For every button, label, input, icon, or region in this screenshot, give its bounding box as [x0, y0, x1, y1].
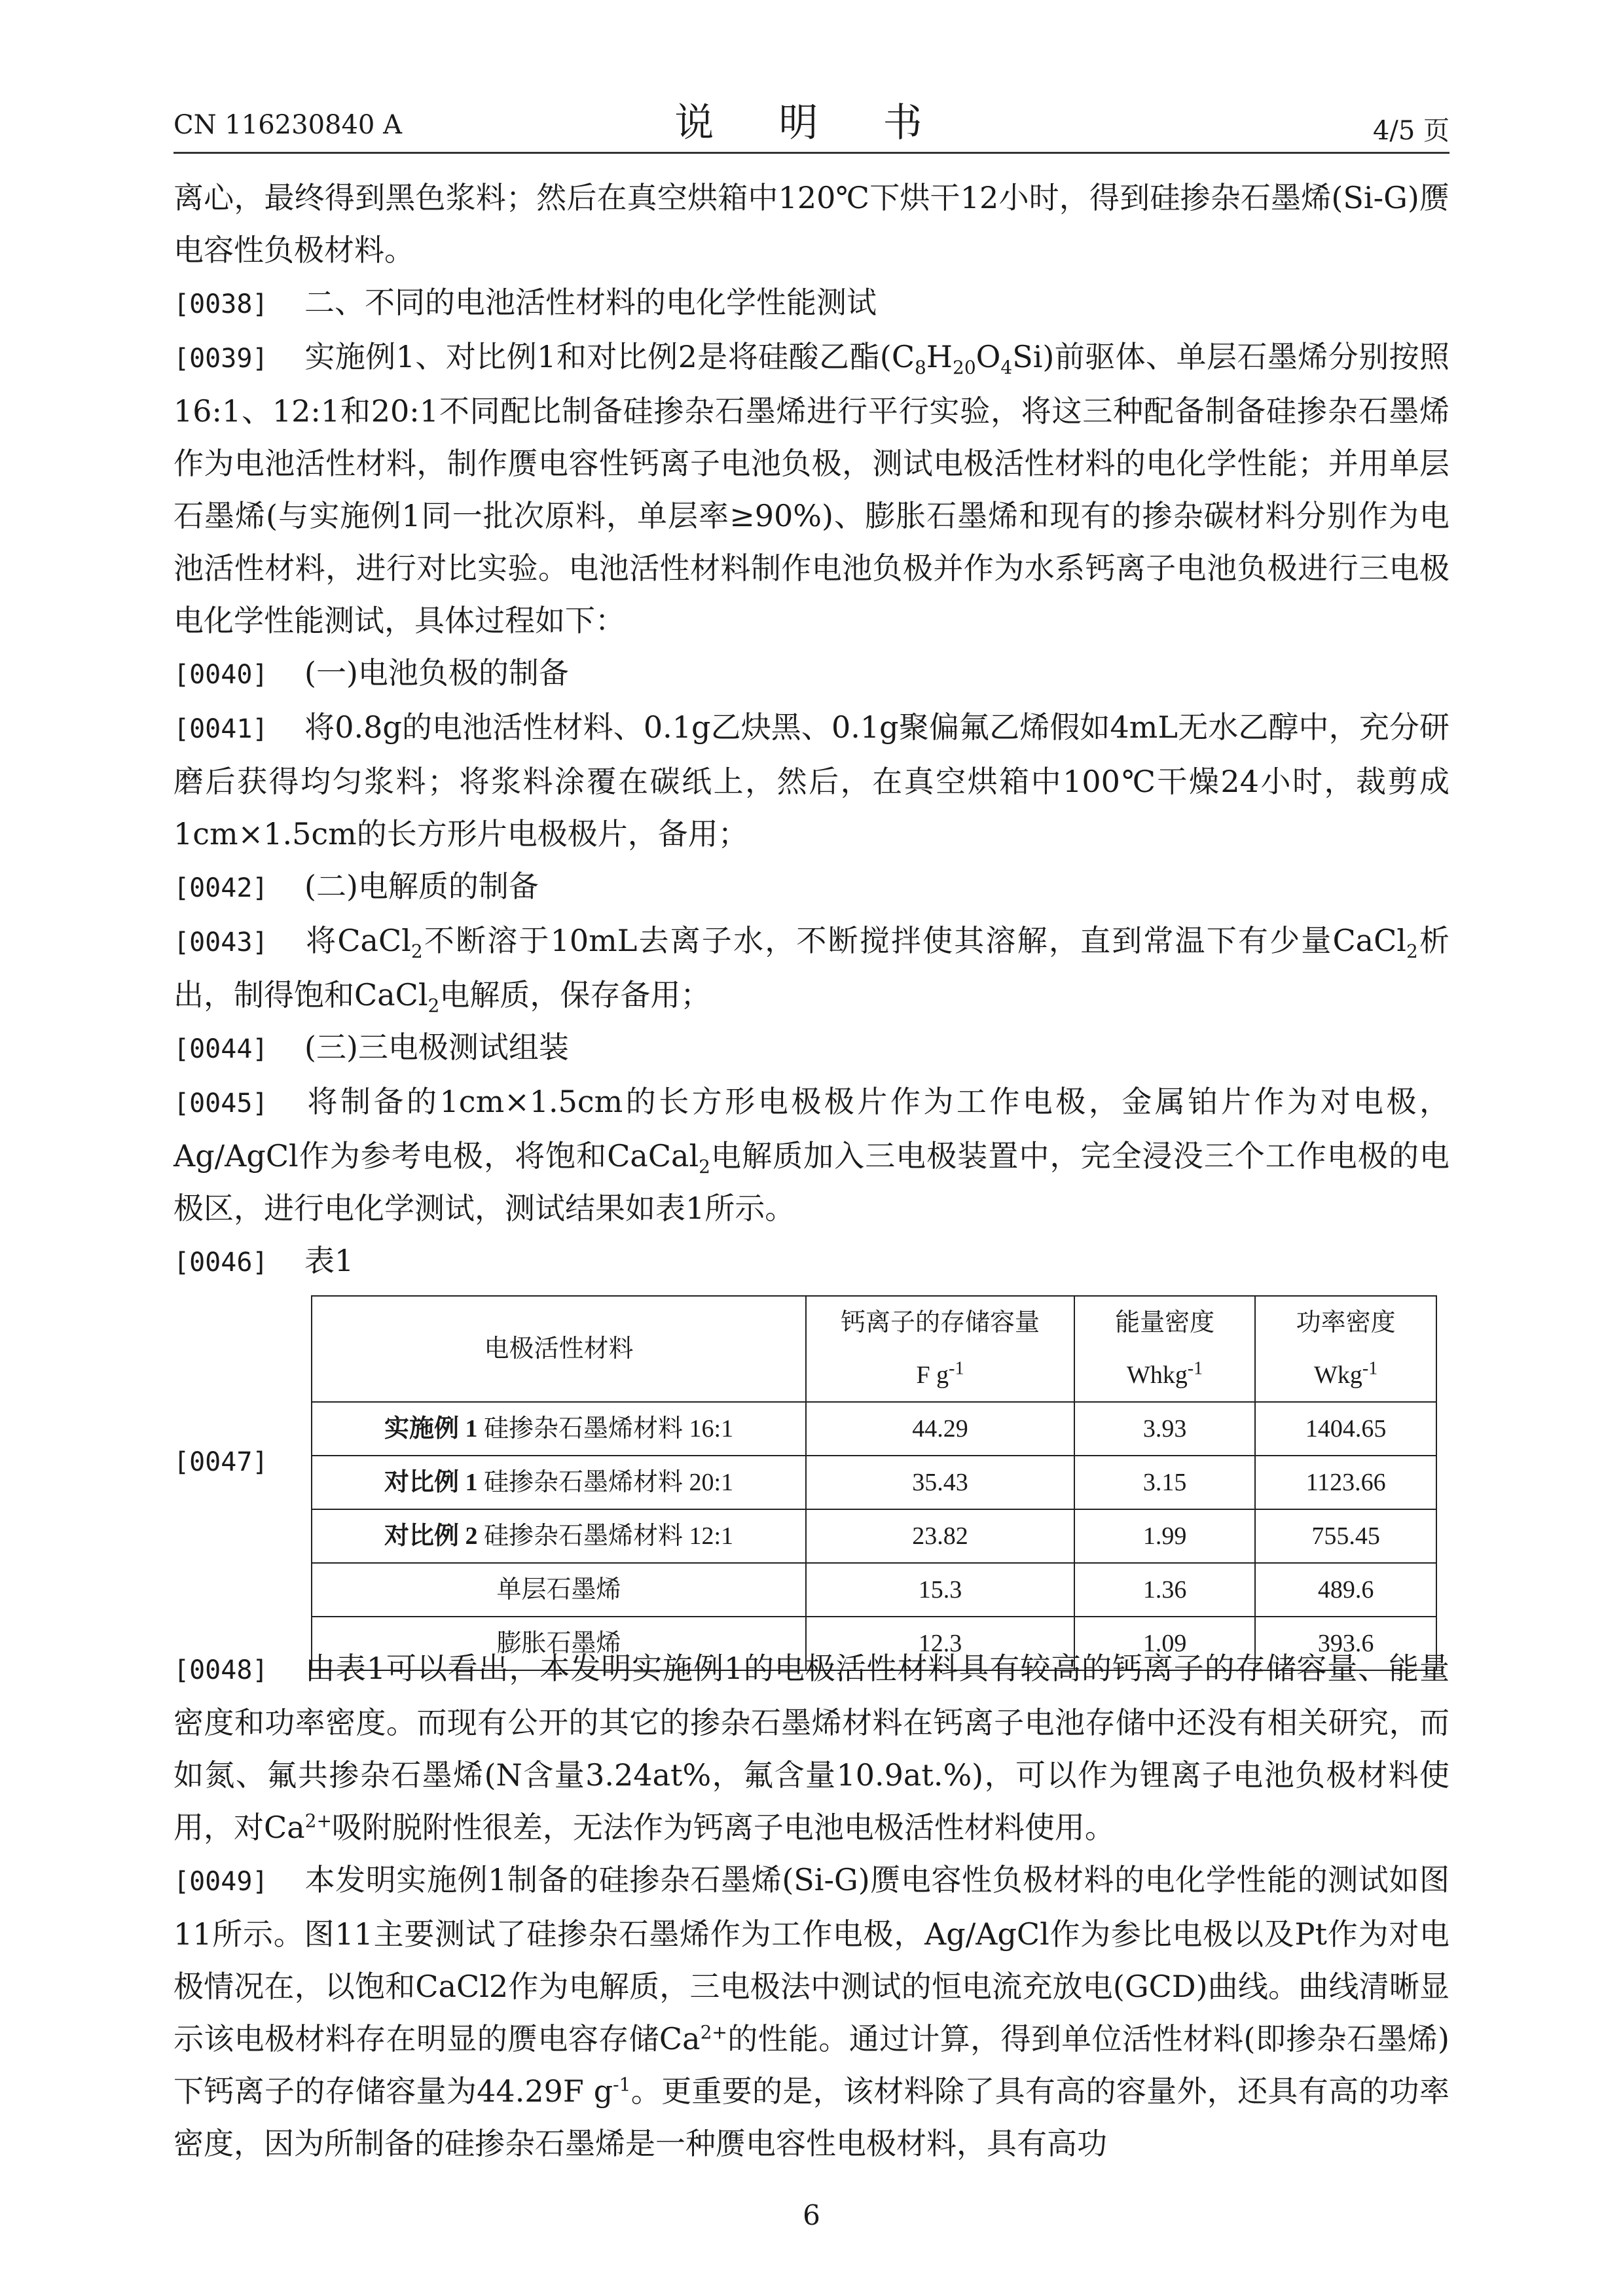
results-table	[311, 1295, 1437, 1671]
table-block	[173, 1295, 1450, 1657]
example-label: 对比例 1	[384, 1469, 478, 1496]
paragraph-text: 将0.8g的电池活性材料、0.1g乙炔黑、0.1g聚偏氟乙烯假如4mL无水乙醇中，充分研磨后获得均匀浆料；将浆料涂覆在碳纸上，然后，在真空烘箱中100℃干燥24小时，裁剪成1cm×1.5cm的长方形片电极极片，备用；	[173, 709, 1450, 852]
power-cell: 393.6	[1255, 1617, 1436, 1670]
header-label: 钙离子的存储容量	[840, 1309, 1040, 1336]
header-unit: F g	[916, 1361, 949, 1389]
paragraph-number: [0048]	[173, 1655, 268, 1685]
paragraph-text: 二、不同的电池活性材料的电化学性能测试	[304, 285, 877, 320]
paragraph-number: [0044]	[173, 1034, 268, 1064]
paragraph-0045	[173, 1075, 1450, 1234]
subscript: 2	[410, 941, 423, 963]
material-name: 硅掺杂石墨烯材料 12:1	[477, 1522, 734, 1550]
paragraph-0046	[173, 1234, 1450, 1289]
material-name: 单层石墨烯	[496, 1576, 621, 1604]
patent-number: CN 116230840 A	[173, 110, 402, 140]
material-cell	[312, 1456, 806, 1509]
paragraph-text: 的性能。通过计算，得到单位活性材料(即掺杂石墨烯)下钙离子的存储容量为44.29F g	[173, 2021, 1450, 2109]
table-row	[312, 1563, 1436, 1617]
paragraph-number: [0046]	[173, 1247, 268, 1278]
paragraph-text: 析出，制得饱和CaCl	[173, 923, 1450, 1013]
paragraph-number: [0038]	[173, 289, 268, 319]
paragraph-text: 由表1可以看出，本发明实施例1的电极活性材料具有较高的钙离子的存储容量、能量密度和功率密度。而现有公开的其它的掺杂石墨烯材料在钙离子电池存储中还没有相关研究，而如氮、氟共掺杂石墨烯(N含量3.24at%，氟含量10.9at.%)，可以作为锂离子电池负极材料使用，对Ca	[173, 1651, 1450, 1845]
power-cell: 489.6	[1255, 1563, 1436, 1617]
paragraph-0037-continuation	[173, 171, 1450, 276]
paragraph-text: 本发明实施例1制备的硅掺杂石墨烯(Si-G)赝电容性负极材料的电化学性能的测试如图11所示。图11主要测试了硅掺杂石墨烯作为工作电极，Ag/AgCl作为参比电极以及Pt作为对电极情况在，以饱和CaCl2作为电解质，三电极法中测试的恒电流充放电(GCD)曲线。曲线清晰显示该电极材料存在明显的赝电容存储Ca	[173, 1862, 1450, 2056]
subscript: 2	[699, 1156, 710, 1178]
header-label: 功率密度	[1296, 1309, 1396, 1336]
energy-cell: 3.15	[1074, 1456, 1255, 1509]
paragraph-text: H	[926, 339, 953, 374]
header-label: 能量密度	[1115, 1309, 1215, 1336]
superscript: -1	[1187, 1358, 1203, 1379]
header-energy	[1074, 1296, 1255, 1402]
header-divider	[173, 152, 1450, 154]
capacity-cell: 12.3	[806, 1617, 1074, 1670]
capacity-cell: 35.43	[806, 1456, 1074, 1509]
page-indicator: 4/5 页	[1372, 116, 1450, 146]
paragraph-0039	[173, 331, 1450, 647]
subscript: 8	[915, 357, 926, 379]
paragraph-0043	[173, 914, 1450, 1021]
paragraph-number: [0042]	[173, 873, 268, 903]
material-name: 膨胀石墨烯	[496, 1630, 621, 1657]
paragraph-0041	[173, 701, 1450, 860]
paragraph-0038	[173, 276, 1450, 331]
page-number: 6	[803, 2199, 820, 2231]
paragraph-text: 。更重要的是，该材料除了具有高的容量外，还具有高的功率密度，因为所制备的硅掺杂石墨烯是一种赝电容性电极材料，具有高功	[173, 2073, 1450, 2161]
table-row	[312, 1402, 1436, 1456]
paragraph-number: [0039]	[173, 344, 268, 374]
subscript: 4	[1000, 357, 1013, 379]
material-cell	[312, 1563, 806, 1617]
subscript: 20	[953, 357, 976, 379]
paragraph-text: 离心，最终得到黑色浆料；然后在真空烘箱中120℃下烘干12小时，得到硅掺杂石墨烯(Si-G)赝电容性负极材料。	[173, 180, 1450, 268]
header-unit: Whkg	[1126, 1361, 1188, 1389]
capacity-cell: 44.29	[806, 1402, 1074, 1456]
paragraph-0042	[173, 860, 1450, 914]
material-name: 硅掺杂石墨烯材料 20:1	[477, 1469, 734, 1496]
material-cell	[312, 1402, 806, 1456]
header-unit: Wkg	[1314, 1361, 1362, 1389]
energy-cell: 1.99	[1074, 1509, 1255, 1563]
header-material	[312, 1296, 806, 1402]
header-power	[1255, 1296, 1436, 1402]
paragraph-text: 电解质，保存备用；	[439, 977, 711, 1013]
table-caption: 表1	[304, 1243, 354, 1278]
capacity-cell: 15.3	[806, 1563, 1074, 1617]
material-name: 硅掺杂石墨烯材料 16:1	[477, 1415, 734, 1443]
paragraph-0040	[173, 647, 1450, 701]
subscript: 2	[428, 995, 440, 1017]
superscript: -1	[613, 2073, 631, 2096]
power-cell: 1404.65	[1255, 1402, 1436, 1456]
paragraph-number: [0040]	[173, 660, 268, 690]
paragraph-text: 吸附脱附性很差，无法作为钙离子电池电极活性材料使用。	[331, 1810, 1115, 1845]
capacity-cell: 23.82	[806, 1509, 1074, 1563]
paragraph-text: 将CaCl	[304, 923, 411, 958]
header-label: 电极活性材料	[484, 1335, 634, 1363]
paragraph-text: (三)三电极测试组装	[304, 1030, 569, 1065]
energy-cell: 3.93	[1074, 1402, 1255, 1456]
paragraph-0049	[173, 1854, 1450, 2170]
superscript: 2+	[304, 1810, 332, 1832]
energy-cell: 1.09	[1074, 1617, 1255, 1670]
energy-cell: 1.36	[1074, 1563, 1255, 1617]
paragraph-text: (一)电池负极的制备	[304, 655, 569, 691]
paragraph-text: (二)电解质的制备	[304, 869, 539, 904]
paragraph-text: O	[976, 339, 1001, 374]
example-label: 对比例 2	[384, 1522, 478, 1550]
table-row	[312, 1456, 1436, 1509]
paragraph-number: [0045]	[173, 1088, 268, 1119]
header-capacity	[806, 1296, 1074, 1402]
paragraph-text: Si)前驱体、单层石墨烯分别按照16:1、12:1和20:1不同配比制备硅掺杂石墨烯进行平行实验，将这三种配备制备硅掺杂石墨烯作为电池活性材料，制作赝电容性钙离子电池负极，测试电极活性材料的电化学性能；并用单层石墨烯(与实施例1同一批次原料，单层率≥90%)、膨胀石墨烯和现有的掺杂碳材料分别作为电池活性材料，进行对比实验。电池活性材料制作电池负极并作为水系钙离子电池负极进行三电极电化学性能测试，具体过程如下：	[173, 339, 1450, 638]
example-label: 实施例 1	[384, 1415, 478, 1443]
document-title: 说 明 书	[674, 100, 949, 146]
power-cell: 755.45	[1255, 1509, 1436, 1563]
paragraph-number: [0043]	[173, 927, 268, 958]
table-row	[312, 1509, 1436, 1563]
material-cell	[312, 1509, 806, 1563]
paragraph-text: 将制备的1cm×1.5cm的长方形电极极片作为工作电极，金属铂片作为对电极，Ag/AgCl作为参考电极，将饱和CaCal	[173, 1084, 1450, 1174]
paragraph-number: [0047]	[173, 1447, 268, 1477]
paragraph-0044	[173, 1021, 1450, 1075]
document-body	[173, 171, 1450, 2170]
superscript: 2+	[700, 2021, 727, 2043]
paragraph-text: 实施例1、对比例1和对比例2是将硅酸乙酯(C	[304, 339, 915, 374]
paragraph-number: [0049]	[173, 1867, 268, 1897]
paragraph-text: 不断溶于10mL去离子水，不断搅拌使其溶解，直到常温下有少量CaCl	[422, 923, 1406, 958]
page-header	[173, 92, 1450, 157]
subscript: 2	[1406, 941, 1418, 963]
table-header-row	[312, 1296, 1436, 1402]
superscript: -1	[1362, 1358, 1378, 1379]
power-cell: 1123.66	[1255, 1456, 1436, 1509]
paragraph-text: 电解质加入三电极装置中，完全浸没三个工作电极的电极区，进行电化学测试，测试结果如表1所示。	[173, 1138, 1450, 1226]
paragraph-0048	[173, 1642, 1450, 1854]
paragraph-number: [0041]	[173, 714, 268, 744]
superscript: -1	[949, 1358, 964, 1379]
